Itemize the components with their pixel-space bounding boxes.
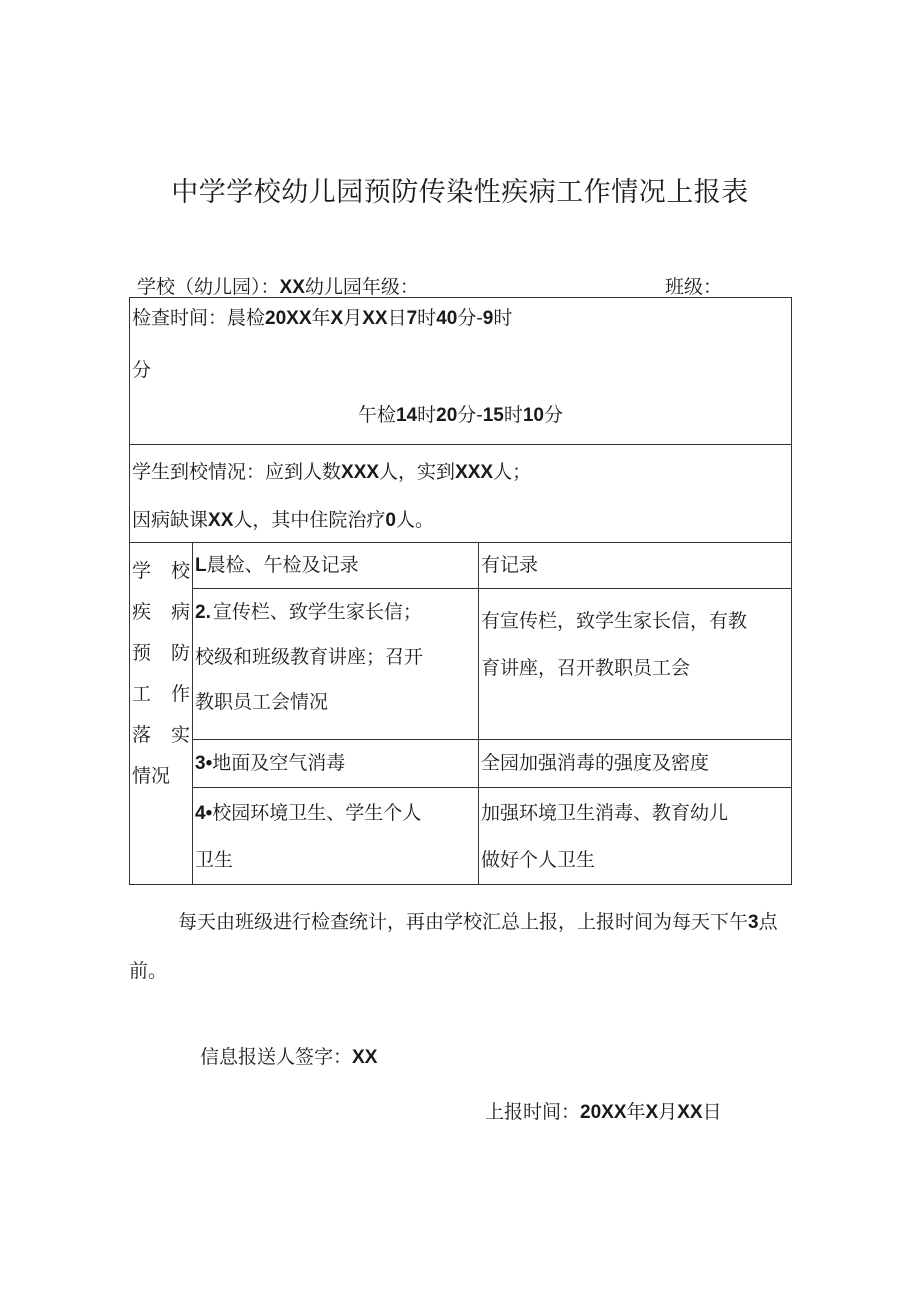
item-text-line3: 教职员工会情况 <box>195 691 329 713</box>
side-char: 防 <box>170 642 190 664</box>
attendance-row <box>130 445 792 543</box>
attendance-cell <box>130 445 792 543</box>
side-char: 病 <box>170 601 190 623</box>
side-label-pair <box>130 633 192 674</box>
year-unit: 年 <box>626 1101 646 1123</box>
result-cell: 全园加强消毒的强度及密度 <box>479 740 792 788</box>
absent-mid: 人，其中住院治疗 <box>233 509 386 531</box>
result-cell: 有记录 <box>479 543 792 589</box>
attendance-prefix: 学生到校情况：应到人数 <box>132 461 342 483</box>
afternoon-end-minute: 10 <box>522 405 544 426</box>
afternoon-label: 午检 <box>357 404 396 426</box>
report-day: XX <box>677 1102 703 1123</box>
morning-check-line-wrap: 分 <box>132 359 152 381</box>
item-number: 4• <box>195 803 213 824</box>
result-text-line2: 育讲座，召开教职员工会 <box>481 657 691 679</box>
day-unit: 日 <box>387 307 407 329</box>
item-row <box>130 740 792 788</box>
result-text: 有宣传栏，致学生家长信，有教 <box>481 610 748 632</box>
result-text: 加强环境卫生消毒、教育幼儿 <box>481 802 729 824</box>
report-date-label: 上报时间： <box>485 1101 581 1123</box>
item-text: 校园环境卫生、学生个人 <box>212 802 422 824</box>
attendance-end: 人； <box>493 461 532 483</box>
expected-count: XXX <box>341 462 380 483</box>
absence-line <box>130 491 791 532</box>
check-day: XX <box>362 308 388 329</box>
result-cell <box>479 788 792 885</box>
side-char: 学 <box>132 560 152 582</box>
morning-end-hour: 9 <box>482 308 494 329</box>
signer-value: XX <box>352 1047 378 1068</box>
document-title: 中学学校幼儿园预防传染性疾病工作情况上报表 <box>171 177 749 208</box>
side-label-cell <box>130 543 193 885</box>
side-char: 校 <box>170 560 190 582</box>
attendance-mid: 人，实到 <box>379 461 456 483</box>
hour-unit: 时 <box>417 307 437 329</box>
month-unit: 月 <box>343 307 363 329</box>
footnote-text: 每天由班级进行检查统计，再由学校汇总上报，上报时间为每天下午 <box>178 911 749 933</box>
afternoon-check-line <box>130 385 791 427</box>
side-char: 预 <box>132 642 152 664</box>
morning-start-minute: 40 <box>436 308 458 329</box>
item-cell <box>193 788 479 885</box>
class-label: 班级： <box>665 276 723 298</box>
afternoon-start-minute: 20 <box>436 405 458 426</box>
item-text: 地面及空气消毒 <box>212 752 346 774</box>
absent-prefix: 因病缺课 <box>132 509 209 531</box>
item-cell <box>193 543 479 589</box>
minute-dash: 分- <box>457 307 483 329</box>
side-label-pair <box>130 715 192 756</box>
item-cell <box>193 589 479 740</box>
day-unit: 日 <box>702 1101 722 1123</box>
item-row <box>130 788 792 885</box>
side-char: 落 <box>132 724 152 746</box>
result-cell <box>479 589 792 740</box>
year-unit: 年 <box>311 307 331 329</box>
absent-count: XX <box>208 510 234 531</box>
school-label: 学校（幼儿园）： <box>137 276 280 298</box>
hour-unit: 时 <box>503 404 523 426</box>
item-text: 晨检、午检及记录 <box>206 554 359 576</box>
morning-start-hour: 7 <box>406 308 418 329</box>
month-unit: 月 <box>658 1101 678 1123</box>
minute-unit: 分 <box>544 404 564 426</box>
report-year: 20XX <box>580 1102 627 1123</box>
absent-end: 人。 <box>395 509 434 531</box>
check-time-label: 检查时间：晨检 <box>132 307 266 329</box>
school-suffix: 幼儿园年级： <box>304 276 419 298</box>
school-info-line <box>137 272 737 299</box>
hospital-count: 0 <box>385 510 396 531</box>
side-char: 疾 <box>132 601 152 623</box>
item-cell <box>193 740 479 788</box>
item-number: 2. <box>195 602 211 623</box>
item-text-line2: 校级和班级教育讲座；召开 <box>195 646 424 668</box>
side-char: 工 <box>132 683 152 705</box>
side-label-pair <box>130 674 192 715</box>
afternoon-end-hour: 15 <box>482 405 504 426</box>
hour-unit: 时 <box>417 404 437 426</box>
school-value: XX <box>279 277 305 298</box>
item-text: 宣传栏、致学生家长信； <box>212 601 422 623</box>
hour-unit-end: 时 <box>493 307 513 329</box>
report-month: X <box>645 1102 659 1123</box>
footnote-paragraph <box>129 898 779 996</box>
side-label-pair <box>130 551 192 592</box>
check-time-cell <box>130 298 792 445</box>
side-char: 实 <box>170 724 190 746</box>
side-char: 作 <box>170 683 190 705</box>
report-table <box>129 297 792 885</box>
minute-dash: 分- <box>457 404 483 426</box>
side-label-last: 情况 <box>132 765 171 787</box>
item-text-line2: 卫生 <box>195 849 234 871</box>
item-number: 3• <box>195 753 213 774</box>
footnote-end: 点前。 <box>129 911 778 982</box>
footnote-hour: 3 <box>748 912 759 933</box>
attendance-line <box>130 445 791 491</box>
check-time-row <box>130 298 792 445</box>
check-month: X <box>330 308 344 329</box>
item-row <box>130 589 792 740</box>
item-row <box>130 543 792 589</box>
result-text-line2: 做好个人卫生 <box>481 849 596 871</box>
signer-line <box>200 1042 377 1069</box>
morning-check-line <box>130 298 791 333</box>
afternoon-start-hour: 14 <box>395 405 418 426</box>
actual-count: XXX <box>455 462 494 483</box>
report-date-line <box>485 1097 722 1124</box>
side-label-pair <box>130 592 192 633</box>
signer-label: 信息报送人签字： <box>200 1046 353 1068</box>
item-number: L <box>195 555 207 576</box>
check-year: 20XX <box>265 308 312 329</box>
